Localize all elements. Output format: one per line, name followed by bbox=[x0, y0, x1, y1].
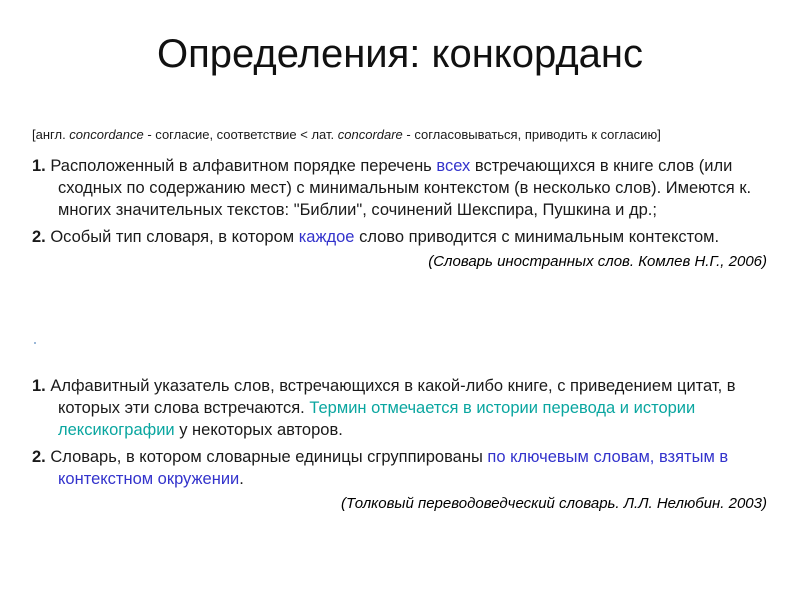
definition-highlight: всех bbox=[436, 157, 471, 175]
definitions-block-2 bbox=[32, 375, 770, 514]
etymology-word-english: concordance bbox=[69, 127, 144, 142]
definition-text: Словарь, в котором словарные единицы сгруппированы bbox=[45, 448, 488, 466]
definition-2-1 bbox=[32, 375, 770, 441]
bullet-dot bbox=[34, 342, 36, 344]
etymology-open: [англ. bbox=[32, 127, 70, 142]
definition-number: 2. bbox=[32, 228, 46, 246]
definition-text: у некоторых авторов. bbox=[174, 421, 343, 439]
definition-text: слово приводится с минимальным контекстом. bbox=[354, 228, 720, 246]
definition-text: Расположенный в алфавитном порядке перечень bbox=[45, 157, 437, 175]
etymology-word-latin: concordare bbox=[337, 127, 403, 142]
source-citation-1: (Словарь иностранных слов. Комлев Н.Г., 2006) bbox=[428, 253, 767, 270]
definition-text: Особый тип словаря, в котором bbox=[45, 228, 299, 246]
definitions-block-1 bbox=[32, 126, 770, 272]
definition-text: . bbox=[239, 470, 244, 488]
definition-1-1 bbox=[32, 155, 770, 221]
definition-number: 1. bbox=[32, 157, 46, 175]
page-title: Определения: конкорданс bbox=[156, 32, 644, 76]
definition-number: 1. bbox=[32, 377, 46, 395]
definition-highlight: каждое bbox=[298, 228, 355, 246]
definition-1-2 bbox=[32, 226, 770, 248]
definition-2-2 bbox=[32, 446, 770, 490]
definition-text: Алфавитный указатель слов, встречающихся в какой-либо книге, с приведением цитат, в которых эти слова встречаются. bbox=[45, 377, 736, 417]
etymology-note bbox=[32, 126, 770, 144]
etymology-mid-2: - согласовываться, приводить к согласию] bbox=[402, 127, 661, 142]
definition-highlight: по ключевым словам, взятым в контекстном окружении bbox=[58, 448, 729, 488]
etymology-mid-1: - согласие, соответствие < лат. bbox=[143, 127, 338, 142]
source-citation-2: (Толковый переводоведческий словарь. Л.Л. Нелюбин. 2003) bbox=[341, 495, 767, 512]
definition-highlight: Термин отмечается в истории перевода и истории лексикографии bbox=[58, 399, 696, 439]
definition-number: 2. bbox=[32, 448, 46, 466]
definition-text: встречающихся в книге слов (или сходных по содержанию мест) с минимальным контекстом (в несколько слов). Имеются к. многих значительных текстов: "Библии", сочинений Шекспира, Пушкина и др.; bbox=[58, 157, 752, 219]
